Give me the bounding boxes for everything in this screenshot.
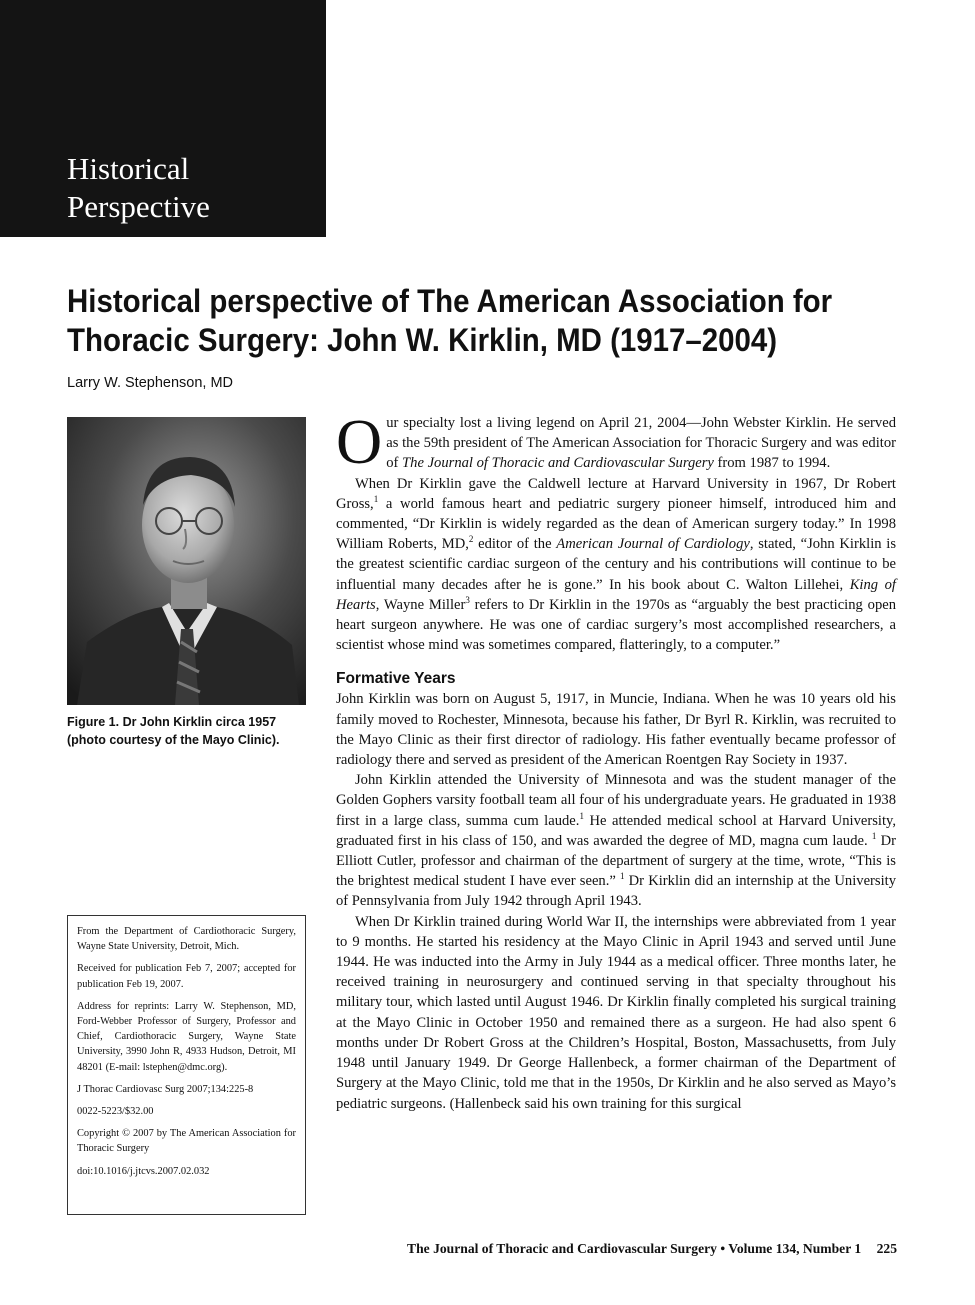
footer-volume: Volume 134, Number 1 [728,1241,862,1256]
section-banner [0,0,326,237]
page-footer [407,1241,897,1257]
reference-marker[interactable]: 1 [373,493,379,504]
portrait-photo [67,417,306,705]
reference-marker[interactable]: 1 [620,871,625,882]
section-label-line1: Historical [67,151,190,186]
copyright-notice: Copyright © 2007 by The American Association for Thoracic Surgery [77,1128,296,1155]
paragraph-education: John Kirklin attended the University of Minnesota and was the student manager of the Golden Gophers varsity football team all four of his undergraduate years. He graduated in 1938 first in a large class, summa cum laude.$^1$ He attended medical school at Harvard University, graduated first in his class of 150, and was awarded the degree of MD, magna cum laude. $^1$ Dr Elliott Cutler, professor and chairman of the department of surgery at the time, wrote, “This is the brightest medical student I have ever seen.” $^1$ Dr Kirklin did an internship at the University of Pennsylvania from July 1942 through April 1943. [336,772,896,910]
reprint-address: Address for reprints: Larry W. Stephenson, MD, Ford-Webber Professor of Surgery, Professor and Chief, Cardiothoracic Surgery, Wayne State University, 3990 John R, 4933 Hudson, Detroit, MI 48201 (E-mail: lstephen@dmc.org). [77,1000,296,1073]
journal-citation: J Thorac Cardiovasc Surg 2007;134:225-8 [77,1083,254,1095]
figure-caption: Figure 1. Dr John Kirklin circa 1957 (photo courtesy of the Mayo Clinic). [67,715,280,747]
author-byline: Larry W. Stephenson, MD [67,375,234,391]
section-label [67,150,210,226]
page-number: 225 [876,1241,897,1256]
reference-marker[interactable]: 1 [871,831,877,841]
paragraph-training: When Dr Kirklin trained during World War II, the internships were abbreviated from 1 year to 9 months. He started his residency at the Mayo Clinic in April 1943 and served until June 1944. He was inducted into the Army in July 1944 as a medical officer. Three months later, he received training in neurosurgery and continued serving in that specialty throughout his military tour, which lasted until August 1946. Dr Kirklin finally completed his surgical training at the Mayo Clinic in October 1950 and remained there as a surgeon. He had also spent 6 months under Dr Robert Gross at the Children’s Hospital, Boston, Massachusetts, from July 1948 until January 1949. Dr George Hallenbeck, a former chairman of the Department of Surgery at the Mayo Clinic, told me that in the 1950s, Dr Kirklin and he also served as Mayo’s pediatric surgeons. (Hallenbeck said his own training for this surgical [336,913,896,1112]
section-label-line2: Perspective [67,189,210,224]
portrait-illustration [67,417,306,705]
section-heading: Formative Years [336,670,456,688]
reference-marker[interactable]: 3 [465,594,470,605]
publication-dates: Received for publication Feb 7, 2007; accepted for publication Feb 19, 2007. [77,963,296,990]
paragraph-birth: John Kirklin was born on August 5, 1917, in Muncie, Indiana. When he was 10 years old his family moved to Rochester, Minnesota, because his father, Dr Byrl R. Kirklin, was recruited to the Mayo Clinic as their first director of radiology. His father eventually became professor of radiology there and served as president of the American Roentgen Ray Society in 1937. [336,691,896,769]
doi: doi:10.1016/j.jtcvs.2007.02.032 [77,1165,210,1177]
paragraph-intro: Our specialty lost a living legend on April 21, 2004—John Webster Kirklin. He served as the 59th president of The American Association for Thoracic Surgery and was editor of The Journal of Thoracic and Cardiovascular Surgery from 1987 to 1994. [336,406,896,477]
article-body [336,406,897,1114]
author-affiliation: From the Department of Cardiothoracic Surgery, Wayne State University, Detroit, Mich. [77,926,296,953]
drop-cap: O [336,406,383,477]
paragraph-caldwell: When Dr Kirklin gave the Caldwell lecture at Harvard University in 1967, Dr Robert Gross,$^1$ a world famous heart and pediatric surgery pioneer himself, introduced him and commented, “Dr Kirklin is widely regarded as the dean of American surgery today.” In 1998 William Roberts, MD,$^2$ editor of the American Journal of Cardiology, stated, “John Kirklin is the greatest scientific cardiac surgeon of the century and his contributions will continue to be influential many decades after he is gone.” In his book about C. Walton Lillehei, King of Hearts, Wayne Miller$^3$ refers to Dr Kirklin in the 1970s as “arguably the best practicing open heart surgeon anywhere. He was one of cardiac surgery’s most accomplished researchers, a scientist whose mind was sometimes compared, flatteringly, to a computer.” [336,475,897,654]
issn-price: 0022-5223/$32.00 [77,1106,154,1118]
reference-marker[interactable]: 1 [579,810,584,821]
reference-marker[interactable]: 2 [468,534,474,545]
article-info-box [67,915,306,1215]
article-title: Historical perspective of The American Association for Thoracic Surgery: John W. Kirklin, MD (1917–2004) [67,283,833,358]
footer-separator: • [720,1241,726,1256]
footer-journal: The Journal of Thoracic and Cardiovascular Surgery [407,1241,717,1256]
